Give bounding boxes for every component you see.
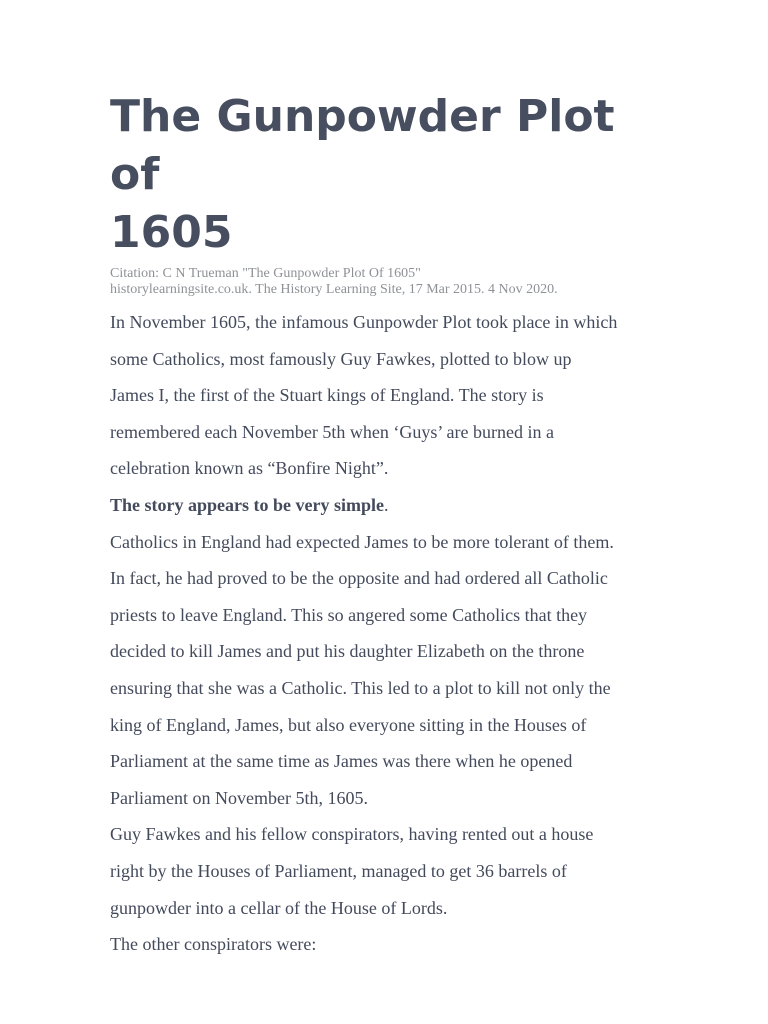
article-body (110, 304, 670, 963)
article (110, 88, 670, 963)
bold-lead: The story appears to be very simple (110, 494, 384, 515)
paragraph-other-conspirators (110, 926, 670, 963)
paragraph-line: Parliament at the same time as James was there when he opened (110, 751, 573, 772)
paragraph-line: Parliament on November 5th, 1605. (110, 787, 368, 808)
paragraph-line: ensuring that she was a Catholic. This led to a plot to kill not only the (110, 677, 611, 698)
citation-line-2: historylearningsite.co.uk. The History Learning Site, 17 Mar 2015. 4 Nov 2020. (110, 282, 558, 297)
paragraph-conspirators (110, 816, 670, 926)
paragraph-line: right by the Houses of Parliament, managed to get 36 barrels of (110, 860, 567, 881)
page-title-line-1: The Gunpowder Plot of (110, 91, 615, 200)
paragraph-line: James I, the first of the Stuart kings of England. The story is (110, 385, 544, 406)
paragraph-line (110, 487, 670, 524)
paragraph-background (110, 524, 670, 817)
page-title-line-2: 1605 (110, 207, 233, 258)
paragraph-line: decided to kill James and put his daughter Elizabeth on the throne (110, 641, 585, 662)
paragraph-line: Catholics in England had expected James to be more tolerant of them. (110, 531, 614, 552)
paragraph-intro (110, 304, 670, 487)
paragraph-line: In fact, he had proved to be the opposite and had ordered all Catholic (110, 568, 608, 589)
paragraph-line: Guy Fawkes and his fellow conspirators, having rented out a house (110, 824, 594, 845)
citation (110, 266, 670, 298)
paragraph-line: some Catholics, most famously Guy Fawkes, plotted to blow up (110, 348, 572, 369)
paragraph-line: priests to leave England. This so angered some Catholics that they (110, 604, 588, 625)
page-title (110, 88, 670, 262)
paragraph-line: celebration known as “Bonfire Night”. (110, 458, 389, 479)
paragraph-subheading (110, 487, 670, 524)
paragraph-line: In November 1605, the infamous Gunpowder Plot took place in which (110, 312, 618, 332)
paragraph-line: gunpowder into a cellar of the House of Lords. (110, 897, 448, 918)
paragraph-line: remembered each November 5th when ‘Guys’ are burned in a (110, 421, 554, 442)
bold-lead-tail: . (383, 494, 389, 515)
paragraph-line: king of England, James, but also everyone sitting in the Houses of (110, 714, 587, 735)
paragraph-line: The other conspirators were: (110, 934, 317, 955)
citation-line-1: Citation: C N Trueman "The Gunpowder Plot Of 1605" (110, 266, 421, 281)
